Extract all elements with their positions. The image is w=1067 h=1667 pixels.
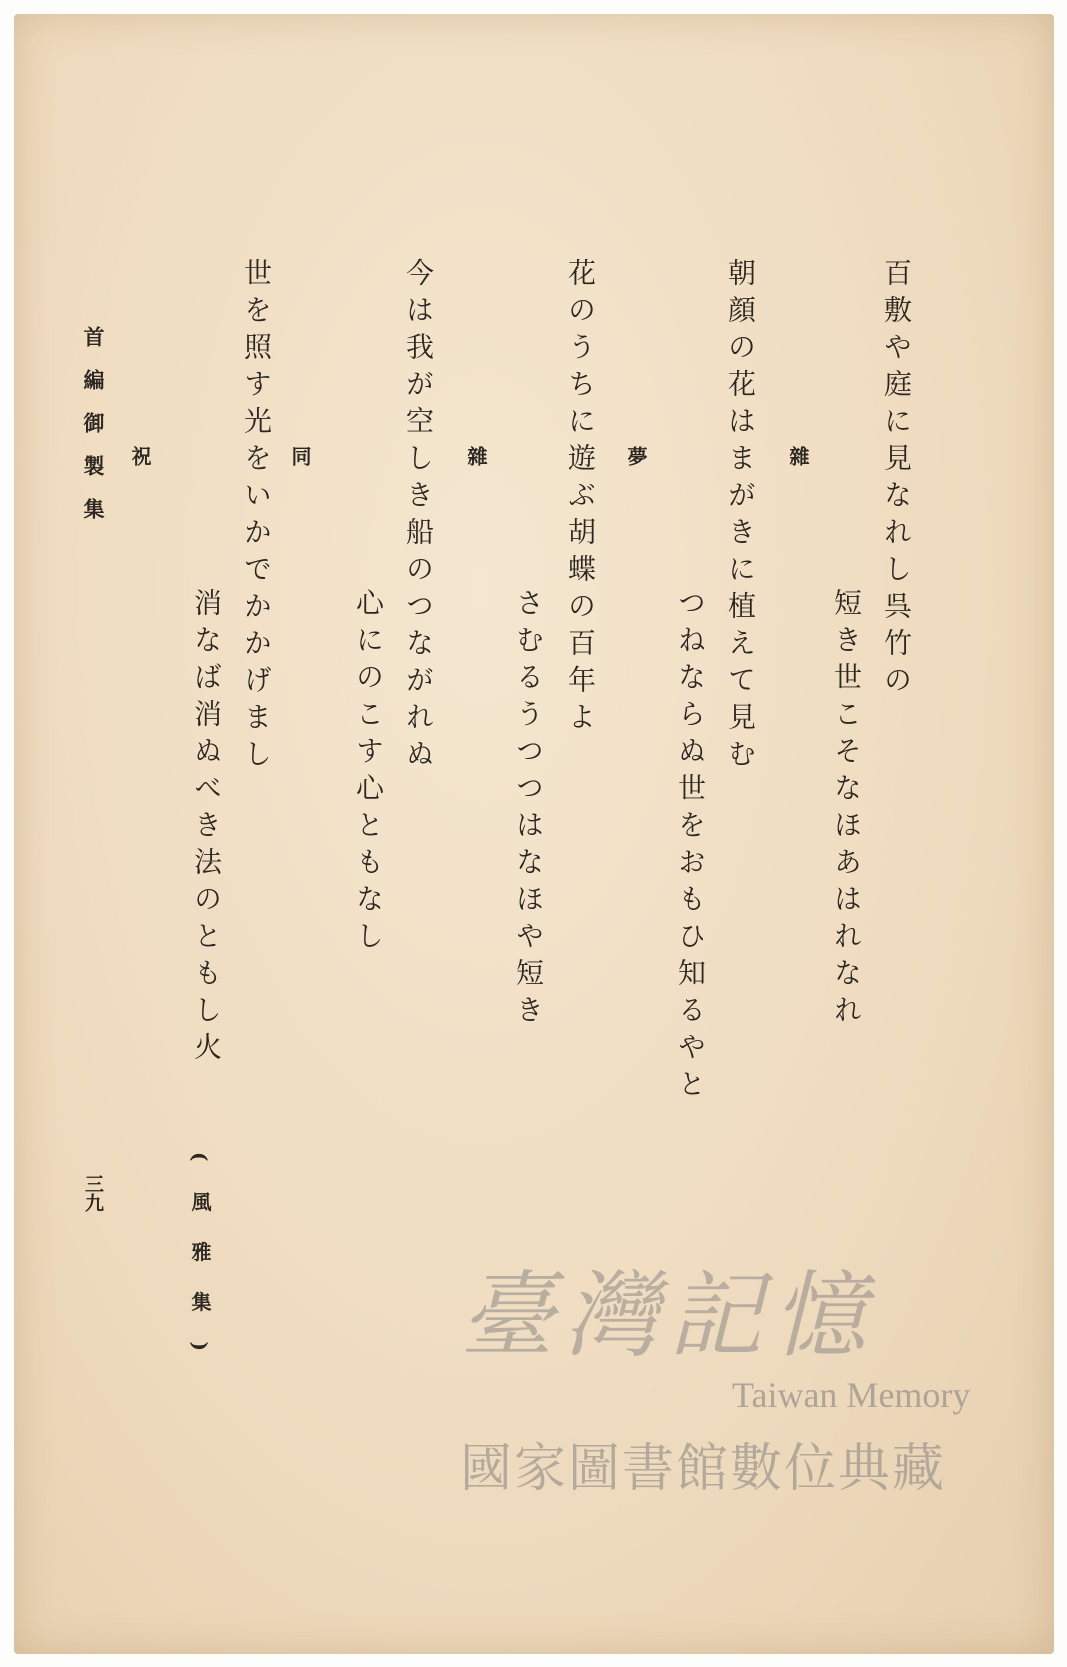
watermark-chinese: 臺灣記憶 bbox=[460, 1262, 877, 1371]
watermark-english: Taiwan Memory bbox=[732, 1375, 971, 1415]
running-head: 首編御製集 bbox=[81, 326, 106, 541]
section-heading-yume: 夢 bbox=[624, 446, 648, 484]
poem-line-6: さむるうつつはなほや短き bbox=[512, 588, 545, 1032]
watermark-subtitle: 國家圖書館數位典藏 bbox=[460, 1439, 947, 1499]
poem-line-3: 朝顔の花はまがきに植えて見む bbox=[724, 258, 757, 776]
source-note: (風雅集) bbox=[188, 1152, 212, 1381]
poem-line-9: 世を照す光をいかでかかげまし bbox=[240, 258, 273, 776]
section-heading-zatsu: 雜 bbox=[786, 446, 810, 484]
poem-line-5: 花のうちに遊ぶ胡蝶の百年よ bbox=[564, 258, 597, 739]
poem-line-10: 消なば消ぬべき法のともし火 bbox=[190, 588, 223, 1069]
section-heading-iwai: 祝 bbox=[128, 446, 152, 484]
watermark bbox=[460, 1240, 1020, 1530]
poem-line-2: 短き世こそなほあはれなれ bbox=[830, 588, 863, 1032]
poem-line-7: 今は我が空しき船のつながれぬ bbox=[402, 258, 435, 776]
section-heading-zatsu-2: 雜 bbox=[464, 446, 488, 484]
page-number: 三九 bbox=[82, 1174, 104, 1212]
poem-line-8: 心にのこす心ともなし bbox=[352, 588, 385, 958]
poem-line-4: つねならぬ世をおもひ知るやと bbox=[674, 588, 707, 1106]
poem-line-1: 百敷や庭に見なれし呉竹の bbox=[880, 258, 913, 702]
section-heading-dou: 同 bbox=[288, 446, 312, 484]
